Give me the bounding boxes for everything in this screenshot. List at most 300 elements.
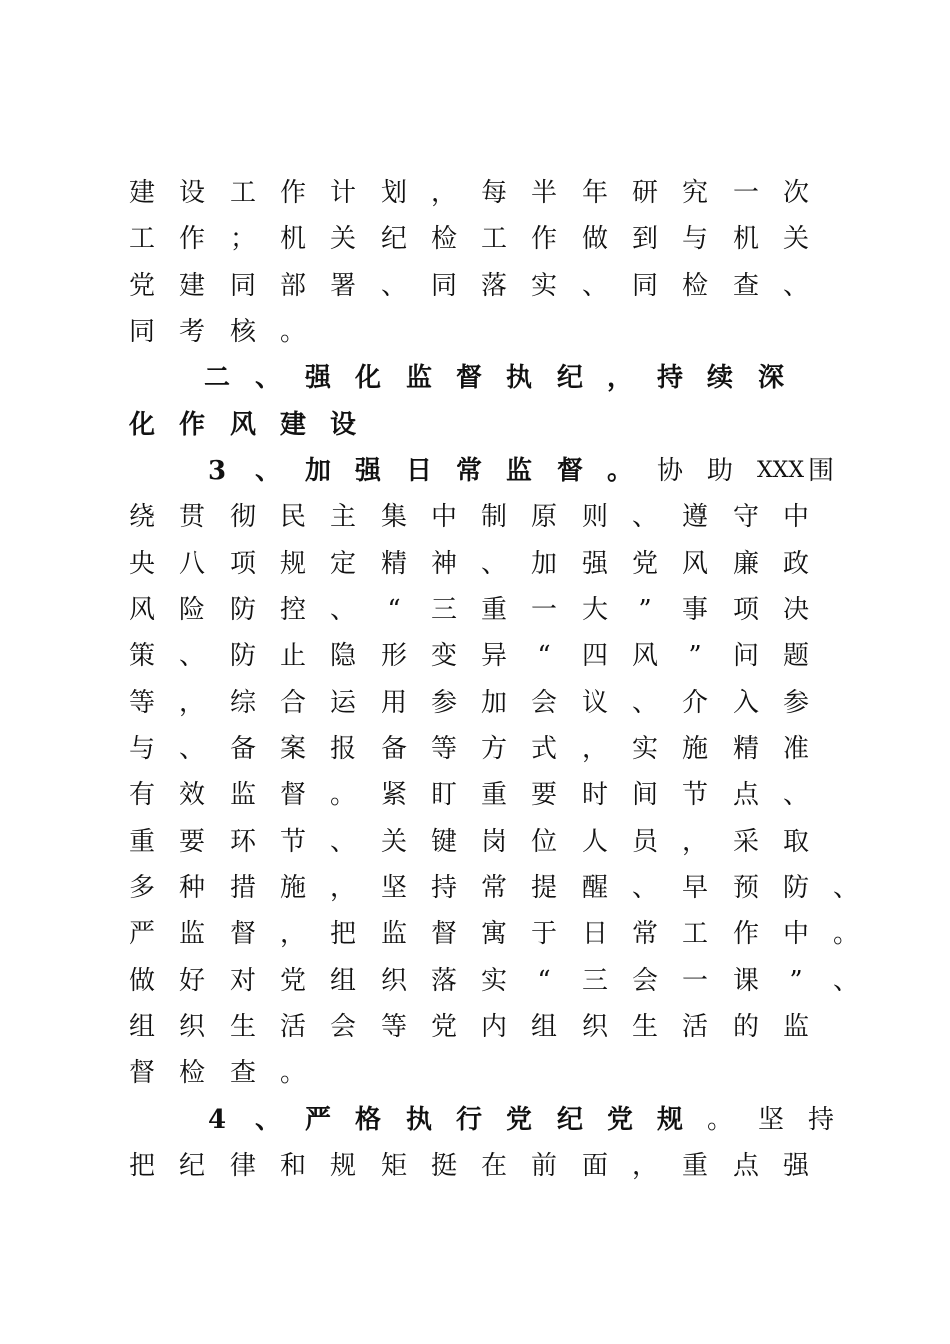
text-glyph: 查 (732, 271, 759, 301)
text-glyph: 取 (782, 827, 809, 857)
text-glyph: 织 (581, 1012, 608, 1042)
text-glyph: 织 (178, 1012, 205, 1042)
text-glyph: ， (631, 1151, 658, 1181)
text-glyph: 关 (380, 827, 407, 857)
text-glyph: 有 (128, 780, 155, 810)
text-glyph: 、 (178, 734, 205, 764)
text-glyph: 方 (480, 734, 507, 764)
text-glyph: 制 (480, 502, 507, 532)
text-glyph: 报 (329, 734, 356, 764)
text-glyph: 、 (631, 502, 658, 532)
text-glyph: 工 (681, 919, 708, 949)
text-glyph: 坚 (757, 1105, 784, 1135)
text-glyph: 策 (128, 641, 155, 671)
text-glyph: 做 (128, 966, 155, 996)
text-glyph: 面 (581, 1151, 608, 1181)
text-glyph: 4 (207, 1105, 227, 1135)
text-glyph: 严 (128, 919, 155, 949)
text-glyph: 同 (631, 271, 658, 301)
text-glyph: 作 (732, 919, 759, 949)
text-glyph: 化 (128, 410, 155, 440)
text-glyph: 参 (782, 688, 809, 718)
text-glyph: 实 (631, 734, 658, 764)
text-glyph: 、 (631, 873, 658, 903)
text-line (0, 819, 950, 865)
text-glyph: 建 (178, 271, 205, 301)
text-glyph: 案 (279, 734, 306, 764)
text-glyph: 绕 (128, 502, 155, 532)
text-glyph: 工 (480, 224, 507, 254)
text-glyph: 民 (279, 502, 306, 532)
text-glyph: 事 (681, 595, 708, 625)
text-glyph: 等 (380, 1012, 407, 1042)
text-glyph: 原 (530, 502, 557, 532)
text-glyph: 工 (229, 178, 256, 208)
text-glyph: 监 (380, 919, 407, 949)
text-glyph: 防 (229, 595, 256, 625)
text-glyph: 准 (782, 734, 809, 764)
text-glyph: 预 (732, 873, 759, 903)
text-glyph: 建 (128, 178, 155, 208)
text-glyph: 四 (581, 641, 608, 671)
text-glyph: 用 (380, 688, 407, 718)
text-glyph: 同 (128, 317, 155, 347)
text-glyph: 机 (732, 224, 759, 254)
text-glyph: 二 (203, 363, 230, 393)
text-glyph: 活 (279, 1012, 306, 1042)
text-line (0, 355, 950, 401)
text-glyph: 等 (128, 688, 155, 718)
text-glyph: 种 (178, 873, 205, 903)
text-glyph: 险 (178, 595, 205, 625)
text-glyph: 、 (178, 641, 205, 671)
text-glyph: 围 (807, 456, 834, 486)
text-glyph: ； (229, 224, 256, 254)
text-glyph: 、 (581, 271, 608, 301)
text-glyph: 重 (480, 595, 507, 625)
text-line (0, 633, 950, 679)
text-glyph: ， (606, 363, 633, 393)
text-glyph: 会 (631, 966, 658, 996)
text-line (0, 911, 950, 957)
text-line (0, 680, 950, 726)
text-glyph: 合 (279, 688, 306, 718)
text-glyph: 风 (229, 410, 256, 440)
text-glyph: ” (789, 966, 803, 996)
text-glyph: 员 (631, 827, 658, 857)
text-glyph: 运 (329, 688, 356, 718)
text-glyph: 廉 (732, 549, 759, 579)
text-glyph: 彻 (229, 502, 256, 532)
text-glyph: 党 (128, 271, 155, 301)
text-glyph: 、 (832, 873, 859, 903)
text-glyph: 重 (681, 1151, 708, 1181)
text-glyph: 党 (631, 549, 658, 579)
text-glyph: 织 (380, 966, 407, 996)
text-glyph: 划 (380, 178, 407, 208)
text-glyph: 决 (782, 595, 809, 625)
text-glyph: 严 (304, 1105, 331, 1135)
text-glyph: 中 (782, 919, 809, 949)
text-glyph: 同 (430, 271, 457, 301)
text-glyph: 寓 (480, 919, 507, 949)
text-glyph: 监 (229, 780, 256, 810)
text-glyph: 一 (530, 595, 557, 625)
text-glyph: 精 (380, 549, 407, 579)
text-glyph: 机 (279, 224, 306, 254)
text-glyph: 规 (656, 1105, 683, 1135)
text-glyph: 生 (229, 1012, 256, 1042)
text-glyph: 督 (556, 456, 583, 486)
text-glyph: 关 (782, 224, 809, 254)
text-glyph: 重 (128, 827, 155, 857)
text-glyph: 日 (581, 919, 608, 949)
text-glyph: 究 (681, 178, 708, 208)
text-line (0, 865, 950, 911)
text-glyph: 设 (329, 410, 356, 440)
text-glyph: 三 (430, 595, 457, 625)
text-glyph: 防 (782, 873, 809, 903)
text-glyph: ， (178, 688, 205, 718)
text-glyph: 做 (581, 224, 608, 254)
text-glyph: 矩 (380, 1151, 407, 1181)
text-glyph: 异 (480, 641, 507, 671)
text-glyph: 作 (178, 224, 205, 254)
text-glyph: 三 (581, 966, 608, 996)
text-glyph: 、 (380, 271, 407, 301)
text-glyph: 一 (681, 966, 708, 996)
text-glyph: 落 (480, 271, 507, 301)
text-glyph: 岗 (480, 827, 507, 857)
text-glyph: 行 (455, 1105, 482, 1135)
text-glyph: 强 (354, 456, 381, 486)
text-glyph: 、 (254, 363, 281, 393)
text-glyph: 等 (430, 734, 457, 764)
text-glyph: 强 (581, 549, 608, 579)
text-glyph: 强 (782, 1151, 809, 1181)
text-line (0, 1004, 950, 1050)
text-glyph: 会 (530, 688, 557, 718)
text-glyph: 同 (229, 271, 256, 301)
text-glyph: 实 (530, 271, 557, 301)
text-glyph: 查 (229, 1058, 256, 1088)
text-glyph: 、 (631, 688, 658, 718)
text-glyph: 督 (455, 363, 482, 393)
text-glyph: 每 (480, 178, 507, 208)
text-glyph: 防 (229, 641, 256, 671)
text-glyph: 。 (329, 780, 356, 810)
text-glyph: 、 (832, 966, 859, 996)
text-line (0, 494, 950, 540)
text-glyph: 控 (279, 595, 306, 625)
text-glyph: 与 (681, 224, 708, 254)
text-glyph: 、 (254, 1105, 281, 1135)
text-line (0, 772, 950, 818)
text-glyph: ” (638, 595, 652, 625)
text-glyph: 要 (178, 827, 205, 857)
text-glyph: 、 (782, 780, 809, 810)
text-glyph: 于 (530, 919, 557, 949)
text-glyph: 采 (732, 827, 759, 857)
text-glyph: 监 (782, 1012, 809, 1042)
text-glyph: 挺 (430, 1151, 457, 1181)
text-glyph: ， (681, 827, 708, 857)
text-line (0, 402, 950, 448)
text-glyph: 纪 (380, 224, 407, 254)
text-glyph: “ (537, 966, 551, 996)
text-glyph: 、 (782, 271, 809, 301)
text-glyph: 主 (329, 502, 356, 532)
text-glyph: 人 (581, 827, 608, 857)
text-glyph: 组 (329, 966, 356, 996)
text-glyph: 贯 (178, 502, 205, 532)
text-glyph: 、 (480, 549, 507, 579)
text-glyph: 常 (631, 919, 658, 949)
text-glyph: 常 (480, 873, 507, 903)
text-glyph: 多 (128, 873, 155, 903)
text-glyph: 一 (732, 178, 759, 208)
text-glyph: 研 (631, 178, 658, 208)
text-glyph: ， (430, 178, 457, 208)
text-glyph: 强 (304, 363, 331, 393)
text-glyph: 到 (631, 224, 658, 254)
text-glyph: 入 (732, 688, 759, 718)
text-glyph: 实 (480, 966, 507, 996)
text-glyph: 、 (329, 595, 356, 625)
text-glyph: 提 (530, 873, 557, 903)
text-glyph: XXX (757, 458, 804, 483)
text-glyph: 持 (656, 363, 683, 393)
text-glyph: 、 (254, 456, 281, 486)
text-glyph: 参 (430, 688, 457, 718)
text-glyph: 监 (505, 456, 532, 486)
text-glyph: 定 (329, 549, 356, 579)
text-line (0, 263, 950, 309)
text-glyph: 组 (530, 1012, 557, 1042)
text-glyph: 检 (430, 224, 457, 254)
text-glyph: 备 (380, 734, 407, 764)
text-glyph: 风 (128, 595, 155, 625)
text-glyph: 年 (581, 178, 608, 208)
text-glyph: 日 (405, 456, 432, 486)
text-line (0, 1143, 950, 1189)
text-glyph: 律 (229, 1151, 256, 1181)
text-glyph: 介 (681, 688, 708, 718)
text-glyph: 施 (279, 873, 306, 903)
text-glyph: 深 (757, 363, 784, 393)
text-glyph: 加 (304, 456, 331, 486)
text-glyph: 集 (380, 502, 407, 532)
text-line (0, 170, 950, 216)
text-line (0, 541, 950, 587)
text-glyph: 前 (530, 1151, 557, 1181)
text-line (0, 1050, 950, 1096)
text-glyph: 持 (430, 873, 457, 903)
text-line (0, 216, 950, 262)
text-glyph: 执 (405, 1105, 432, 1135)
text-glyph: 加 (480, 688, 507, 718)
text-glyph: 加 (530, 549, 557, 579)
text-glyph: 好 (178, 966, 205, 996)
text-glyph: 变 (430, 641, 457, 671)
text-glyph: 设 (178, 178, 205, 208)
text-glyph: 题 (782, 641, 809, 671)
text-glyph: 央 (128, 549, 155, 579)
text-glyph: 备 (229, 734, 256, 764)
text-glyph: 神 (430, 549, 457, 579)
text-glyph: 醒 (581, 873, 608, 903)
text-glyph: 助 (706, 456, 733, 486)
text-glyph: 隐 (329, 641, 356, 671)
text-glyph: 大 (581, 595, 608, 625)
text-glyph: 要 (530, 780, 557, 810)
text-glyph: ” (688, 641, 702, 671)
text-glyph: 常 (455, 456, 482, 486)
text-glyph: 守 (732, 502, 759, 532)
text-glyph: 作 (279, 178, 306, 208)
text-glyph: 项 (229, 549, 256, 579)
text-glyph: 精 (732, 734, 759, 764)
text-glyph: 督 (430, 919, 457, 949)
text-glyph: 督 (229, 919, 256, 949)
text-glyph: 键 (430, 827, 457, 857)
text-glyph: 督 (128, 1058, 155, 1088)
text-glyph: 会 (329, 1012, 356, 1042)
text-glyph: 纪 (556, 1105, 583, 1135)
text-glyph: 内 (480, 1012, 507, 1042)
text-glyph: 则 (581, 502, 608, 532)
text-glyph: 。 (606, 456, 633, 486)
text-glyph: 形 (380, 641, 407, 671)
text-glyph: 党 (505, 1105, 532, 1135)
text-glyph: 。 (832, 919, 859, 949)
text-glyph: 早 (681, 873, 708, 903)
text-glyph: 核 (229, 317, 256, 347)
text-glyph: 节 (279, 827, 306, 857)
text-line (0, 726, 950, 772)
text-glyph: 格 (354, 1105, 381, 1135)
text-glyph: 党 (279, 966, 306, 996)
text-glyph: 效 (178, 780, 205, 810)
text-glyph: 计 (329, 178, 356, 208)
text-glyph: 、 (329, 827, 356, 857)
text-glyph: 检 (681, 271, 708, 301)
text-glyph: 党 (430, 1012, 457, 1042)
text-glyph: 活 (681, 1012, 708, 1042)
text-glyph: ， (329, 873, 356, 903)
text-glyph: 政 (782, 549, 809, 579)
text-glyph: 建 (279, 410, 306, 440)
text-glyph: 课 (732, 966, 759, 996)
text-glyph: 把 (128, 1151, 155, 1181)
text-glyph: 措 (229, 873, 256, 903)
text-glyph: “ (387, 595, 401, 625)
text-glyph: 位 (530, 827, 557, 857)
text-glyph: 紧 (380, 780, 407, 810)
text-line (0, 958, 950, 1004)
text-glyph: 点 (732, 1151, 759, 1181)
text-glyph: 和 (279, 1151, 306, 1181)
text-glyph: 3 (207, 456, 227, 486)
text-glyph: 综 (229, 688, 256, 718)
text-glyph: 纪 (556, 363, 583, 393)
text-glyph: 半 (530, 178, 557, 208)
text-glyph: 与 (128, 734, 155, 764)
text-glyph: 督 (279, 780, 306, 810)
text-glyph: 点 (732, 780, 759, 810)
text-glyph: 监 (405, 363, 432, 393)
text-glyph: 次 (782, 178, 809, 208)
text-glyph: 规 (329, 1151, 356, 1181)
text-glyph: “ (537, 641, 551, 671)
text-glyph: 环 (229, 827, 256, 857)
text-glyph: 关 (329, 224, 356, 254)
text-glyph: 风 (681, 549, 708, 579)
text-glyph: 监 (178, 919, 205, 949)
text-glyph: 持 (807, 1105, 834, 1135)
text-glyph: 对 (229, 966, 256, 996)
text-glyph: 纪 (178, 1151, 205, 1181)
text-glyph: 党 (606, 1105, 633, 1135)
text-line (0, 448, 950, 494)
text-glyph: 考 (178, 317, 205, 347)
text-glyph: 中 (782, 502, 809, 532)
text-glyph: 检 (178, 1058, 205, 1088)
text-glyph: 把 (329, 919, 356, 949)
text-glyph: ， (581, 734, 608, 764)
text-glyph: 。 (706, 1105, 733, 1135)
text-glyph: 在 (480, 1151, 507, 1181)
text-glyph: 止 (279, 641, 306, 671)
text-glyph: 。 (279, 317, 306, 347)
text-glyph: 坚 (380, 873, 407, 903)
text-glyph: 时 (581, 780, 608, 810)
text-glyph: 续 (706, 363, 733, 393)
text-glyph: 署 (329, 271, 356, 301)
text-glyph: 盯 (430, 780, 457, 810)
text-glyph: 化 (354, 363, 381, 393)
text-glyph: 执 (505, 363, 532, 393)
text-glyph: ， (279, 919, 306, 949)
text-glyph: 规 (279, 549, 306, 579)
text-glyph: 施 (681, 734, 708, 764)
text-glyph: 落 (430, 966, 457, 996)
text-glyph: 作 (178, 410, 205, 440)
text-glyph: 作 (530, 224, 557, 254)
text-glyph: 风 (631, 641, 658, 671)
text-glyph: 部 (279, 271, 306, 301)
text-line (0, 587, 950, 633)
text-glyph: 生 (631, 1012, 658, 1042)
text-glyph: 问 (732, 641, 759, 671)
text-glyph: 遵 (681, 502, 708, 532)
text-glyph: 间 (631, 780, 658, 810)
text-glyph: 重 (480, 780, 507, 810)
text-line (0, 309, 950, 355)
text-glyph: 工 (128, 224, 155, 254)
text-glyph: 议 (581, 688, 608, 718)
text-glyph: 项 (732, 595, 759, 625)
text-glyph: 组 (128, 1012, 155, 1042)
text-glyph: 。 (279, 1058, 306, 1088)
text-glyph: 八 (178, 549, 205, 579)
text-glyph: 协 (656, 456, 683, 486)
text-line (0, 1097, 950, 1143)
text-glyph: 中 (430, 502, 457, 532)
text-glyph: 节 (681, 780, 708, 810)
text-glyph: 式 (530, 734, 557, 764)
text-glyph: 的 (732, 1012, 759, 1042)
